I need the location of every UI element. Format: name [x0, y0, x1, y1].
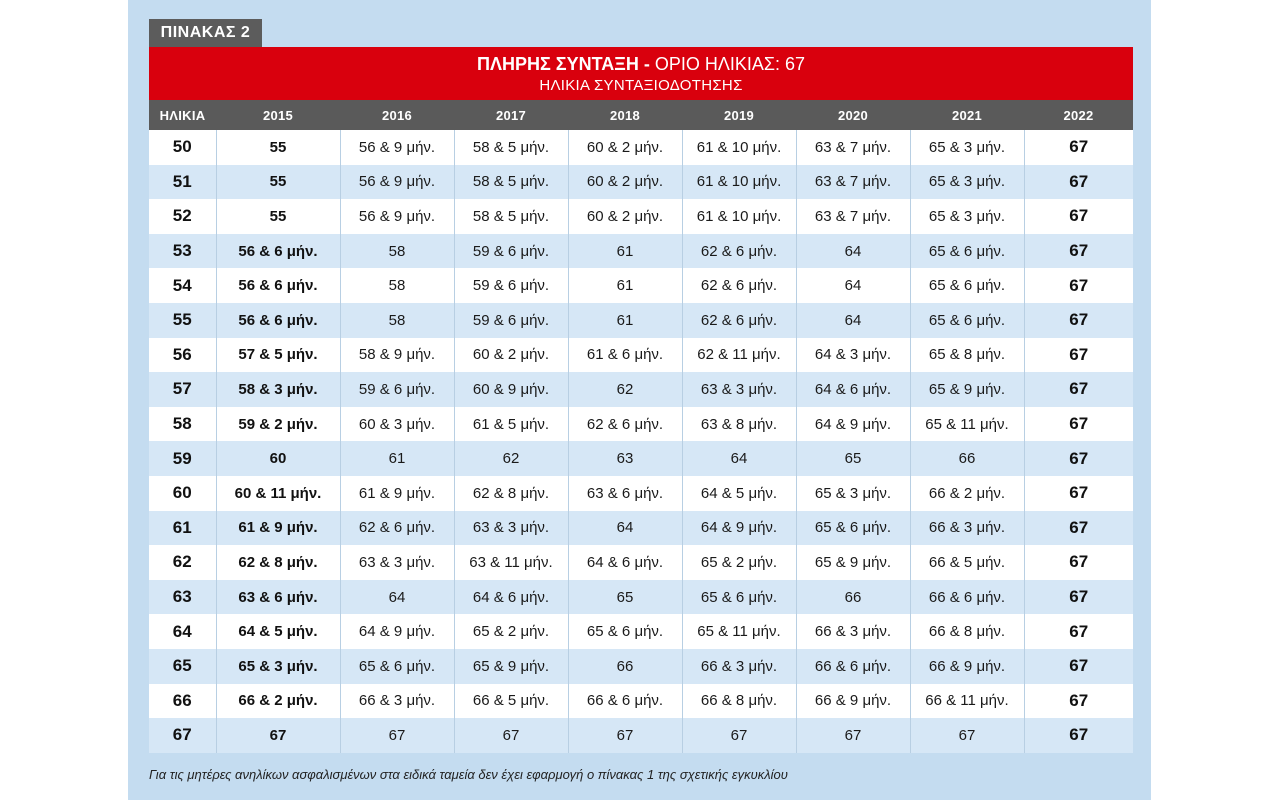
retirement-age-cell: 59 & 2 μήν. — [216, 407, 340, 442]
retirement-age-cell: 58 & 5 μήν. — [454, 165, 568, 200]
retirement-age-cell: 56 & 6 μήν. — [216, 268, 340, 303]
retirement-age-cell: 60 & 2 μήν. — [454, 338, 568, 373]
retirement-age-cell: 66 & 8 μήν. — [910, 614, 1024, 649]
retirement-age-cell: 60 & 9 μήν. — [454, 372, 568, 407]
retirement-age-cell: 64 — [796, 303, 910, 338]
retirement-age-cell: 67 — [1024, 684, 1133, 719]
column-header-age: ΗΛΙΚΙΑ — [149, 100, 216, 130]
retirement-age-cell: 62 & 8 μήν. — [216, 545, 340, 580]
retirement-age-cell: 59 & 6 μήν. — [454, 234, 568, 269]
retirement-age-cell: 58 & 5 μήν. — [454, 199, 568, 234]
retirement-age-cell: 60 & 2 μήν. — [568, 199, 682, 234]
retirement-age-cell: 61 & 9 μήν. — [216, 511, 340, 546]
retirement-age-cell: 62 — [454, 441, 568, 476]
retirement-age-cell: 55 — [216, 199, 340, 234]
age-cell: 59 — [149, 441, 216, 476]
table-row — [149, 545, 1133, 580]
retirement-age-cell: 63 & 6 μήν. — [568, 476, 682, 511]
retirement-age-cell: 56 & 6 μήν. — [216, 303, 340, 338]
retirement-age-cell: 62 — [568, 372, 682, 407]
retirement-age-cell: 62 & 6 μήν. — [340, 511, 454, 546]
retirement-age-cell: 62 & 6 μήν. — [682, 268, 796, 303]
retirement-age-cell: 66 — [910, 441, 1024, 476]
age-cell: 65 — [149, 649, 216, 684]
table-header-row — [149, 100, 1133, 130]
retirement-age-cell: 65 & 2 μήν. — [682, 545, 796, 580]
retirement-age-cell: 61 — [568, 268, 682, 303]
retirement-age-cell: 62 & 6 μήν. — [568, 407, 682, 442]
retirement-age-cell: 67 — [1024, 407, 1133, 442]
age-cell: 62 — [149, 545, 216, 580]
retirement-age-cell: 61 — [568, 303, 682, 338]
retirement-age-cell: 62 & 6 μήν. — [682, 234, 796, 269]
retirement-age-cell: 58 — [340, 303, 454, 338]
table-row — [149, 718, 1133, 753]
retirement-age-cell: 63 & 7 μήν. — [796, 199, 910, 234]
retirement-age-cell: 67 — [1024, 199, 1133, 234]
retirement-age-cell: 66 & 8 μήν. — [682, 684, 796, 719]
retirement-age-cell: 65 & 6 μήν. — [910, 268, 1024, 303]
retirement-age-cell: 67 — [1024, 234, 1133, 269]
table-row — [149, 303, 1133, 338]
retirement-age-cell: 62 & 6 μήν. — [682, 303, 796, 338]
retirement-age-cell: 65 — [568, 580, 682, 615]
retirement-age-cell: 61 & 10 μήν. — [682, 199, 796, 234]
retirement-age-cell: 61 & 5 μήν. — [454, 407, 568, 442]
table-row — [149, 476, 1133, 511]
retirement-age-cell: 67 — [1024, 130, 1133, 165]
retirement-age-cell: 65 & 8 μήν. — [910, 338, 1024, 373]
age-cell: 63 — [149, 580, 216, 615]
retirement-age-cell: 57 & 5 μήν. — [216, 338, 340, 373]
retirement-age-cell: 64 & 6 μήν. — [454, 580, 568, 615]
age-cell: 56 — [149, 338, 216, 373]
retirement-age-cell: 66 & 5 μήν. — [454, 684, 568, 719]
age-cell: 54 — [149, 268, 216, 303]
retirement-age-cell: 59 & 6 μήν. — [454, 268, 568, 303]
retirement-age-cell: 67 — [340, 718, 454, 753]
retirement-age-cell: 65 & 6 μήν. — [910, 303, 1024, 338]
retirement-age-cell: 55 — [216, 165, 340, 200]
retirement-age-cell: 67 — [682, 718, 796, 753]
retirement-age-cell: 64 — [796, 234, 910, 269]
retirement-age-cell: 67 — [1024, 303, 1133, 338]
retirement-age-cell: 66 & 2 μήν. — [216, 684, 340, 719]
retirement-age-cell: 60 & 3 μήν. — [340, 407, 454, 442]
retirement-age-cell: 62 & 8 μήν. — [454, 476, 568, 511]
retirement-age-cell: 66 — [568, 649, 682, 684]
retirement-age-cell: 63 & 3 μήν. — [454, 511, 568, 546]
retirement-age-cell: 65 & 3 μήν. — [910, 130, 1024, 165]
retirement-age-cell: 63 & 8 μήν. — [682, 407, 796, 442]
column-header-year: 2019 — [682, 100, 796, 130]
age-cell: 66 — [149, 684, 216, 719]
table-row — [149, 580, 1133, 615]
column-header-year: 2015 — [216, 100, 340, 130]
retirement-age-cell: 63 & 3 μήν. — [682, 372, 796, 407]
table-row — [149, 234, 1133, 269]
column-header-year: 2017 — [454, 100, 568, 130]
retirement-age-cell: 67 — [1024, 511, 1133, 546]
retirement-age-cell: 67 — [1024, 268, 1133, 303]
table-number-badge: ΠΙΝΑΚΑΣ 2 — [149, 19, 262, 47]
table-row — [149, 165, 1133, 200]
column-header-year: 2016 — [340, 100, 454, 130]
retirement-age-cell: 65 & 11 μήν. — [910, 407, 1024, 442]
retirement-age-cell: 63 & 6 μήν. — [216, 580, 340, 615]
table-title — [149, 53, 1133, 75]
retirement-age-cell: 67 — [1024, 441, 1133, 476]
retirement-age-cell: 64 & 5 μήν. — [682, 476, 796, 511]
retirement-age-cell: 64 & 6 μήν. — [568, 545, 682, 580]
age-cell: 50 — [149, 130, 216, 165]
retirement-age-cell: 64 & 6 μήν. — [796, 372, 910, 407]
retirement-age-cell: 64 — [682, 441, 796, 476]
age-cell: 53 — [149, 234, 216, 269]
retirement-age-cell: 60 — [216, 441, 340, 476]
retirement-age-cell: 58 — [340, 268, 454, 303]
retirement-age-cell: 60 & 2 μήν. — [568, 130, 682, 165]
age-cell: 52 — [149, 199, 216, 234]
retirement-age-cell: 64 & 9 μήν. — [682, 511, 796, 546]
retirement-age-cell: 66 & 6 μήν. — [796, 649, 910, 684]
retirement-age-cell: 65 & 6 μήν. — [682, 580, 796, 615]
retirement-age-cell: 60 & 11 μήν. — [216, 476, 340, 511]
retirement-age-cell: 63 — [568, 441, 682, 476]
retirement-age-cell: 66 & 3 μήν. — [682, 649, 796, 684]
retirement-age-cell: 58 & 5 μήν. — [454, 130, 568, 165]
table-row — [149, 199, 1133, 234]
retirement-age-cell: 58 & 3 μήν. — [216, 372, 340, 407]
retirement-age-cell: 61 & 10 μήν. — [682, 165, 796, 200]
retirement-age-cell: 63 & 7 μήν. — [796, 130, 910, 165]
retirement-age-cell: 63 & 7 μήν. — [796, 165, 910, 200]
age-cell: 61 — [149, 511, 216, 546]
retirement-age-cell: 61 & 6 μήν. — [568, 338, 682, 373]
retirement-age-cell: 67 — [454, 718, 568, 753]
retirement-age-cell: 67 — [1024, 580, 1133, 615]
age-cell: 67 — [149, 718, 216, 753]
retirement-age-cell: 65 & 3 μήν. — [910, 165, 1024, 200]
retirement-age-cell: 65 — [796, 441, 910, 476]
retirement-age-cell: 66 & 11 μήν. — [910, 684, 1024, 719]
retirement-age-cell: 62 & 11 μήν. — [682, 338, 796, 373]
age-cell: 57 — [149, 372, 216, 407]
retirement-age-cell: 66 & 6 μήν. — [568, 684, 682, 719]
table-row — [149, 614, 1133, 649]
table-title-banner — [149, 47, 1133, 100]
table-row — [149, 338, 1133, 373]
retirement-age-cell: 59 & 6 μήν. — [454, 303, 568, 338]
retirement-age-cell: 67 — [1024, 545, 1133, 580]
table-body — [149, 130, 1133, 753]
table-panel — [128, 0, 1151, 800]
retirement-age-cell: 67 — [1024, 476, 1133, 511]
retirement-age-cell: 64 — [340, 580, 454, 615]
footnote: Για τις μητέρες ανηλίκων ασφαλισμένων στα ειδικά ταμεία δεν έχει εφαρμογή ο πίνακας 1 της σχετικής εγκυκλίου — [149, 767, 788, 782]
retirement-age-cell: 61 — [568, 234, 682, 269]
retirement-age-cell: 67 — [1024, 165, 1133, 200]
retirement-age-cell: 65 & 6 μήν. — [340, 649, 454, 684]
retirement-age-cell: 65 & 9 μήν. — [796, 545, 910, 580]
retirement-age-cell: 65 & 3 μήν. — [910, 199, 1024, 234]
retirement-age-cell: 58 — [340, 234, 454, 269]
retirement-age-cell: 64 — [796, 268, 910, 303]
retirement-age-cell: 65 & 6 μήν. — [568, 614, 682, 649]
retirement-age-cell: 66 & 2 μήν. — [910, 476, 1024, 511]
table-row — [149, 268, 1133, 303]
retirement-age-cell: 63 & 3 μήν. — [340, 545, 454, 580]
retirement-age-cell: 66 & 9 μήν. — [910, 649, 1024, 684]
retirement-age-cell: 64 & 9 μήν. — [340, 614, 454, 649]
column-header-year: 2020 — [796, 100, 910, 130]
retirement-age-cell: 67 — [1024, 718, 1133, 753]
table-row — [149, 407, 1133, 442]
retirement-age-cell: 67 — [568, 718, 682, 753]
retirement-age-cell: 65 & 11 μήν. — [682, 614, 796, 649]
table-row — [149, 511, 1133, 546]
column-header-year: 2018 — [568, 100, 682, 130]
column-header-year: 2022 — [1024, 100, 1133, 130]
retirement-age-cell: 61 & 9 μήν. — [340, 476, 454, 511]
table-row — [149, 684, 1133, 719]
retirement-age-cell: 66 & 9 μήν. — [796, 684, 910, 719]
retirement-age-cell: 65 & 2 μήν. — [454, 614, 568, 649]
retirement-age-cell: 67 — [910, 718, 1024, 753]
table-row — [149, 649, 1133, 684]
retirement-age-cell: 65 & 6 μήν. — [910, 234, 1024, 269]
retirement-age-cell: 64 & 5 μήν. — [216, 614, 340, 649]
table-title-bold: ΠΛΗΡΗΣ ΣΥΝΤΑΞΗ - — [476, 54, 655, 74]
retirement-age-cell: 56 & 9 μήν. — [340, 199, 454, 234]
retirement-age-cell: 63 & 11 μήν. — [454, 545, 568, 580]
retirement-age-cell: 65 & 3 μήν. — [216, 649, 340, 684]
retirement-age-cell: 66 & 6 μήν. — [910, 580, 1024, 615]
retirement-age-cell: 67 — [1024, 338, 1133, 373]
table-title-rest: ΟΡΙΟ ΗΛΙΚΙΑΣ: 67 — [654, 54, 806, 74]
retirement-age-cell: 60 & 2 μήν. — [568, 165, 682, 200]
column-header-year: 2021 — [910, 100, 1024, 130]
retirement-age-cell: 66 — [796, 580, 910, 615]
retirement-age-cell: 67 — [796, 718, 910, 753]
retirement-age-cell: 66 & 3 μήν. — [340, 684, 454, 719]
retirement-age-cell: 65 & 9 μήν. — [910, 372, 1024, 407]
age-cell: 55 — [149, 303, 216, 338]
table-row — [149, 130, 1133, 165]
age-cell: 60 — [149, 476, 216, 511]
retirement-age-cell: 66 & 5 μήν. — [910, 545, 1024, 580]
age-cell: 51 — [149, 165, 216, 200]
table-row — [149, 372, 1133, 407]
retirement-age-cell: 64 & 3 μήν. — [796, 338, 910, 373]
retirement-age-cell: 56 & 9 μήν. — [340, 130, 454, 165]
retirement-age-cell: 67 — [1024, 649, 1133, 684]
retirement-age-cell: 55 — [216, 130, 340, 165]
retirement-age-cell: 61 — [340, 441, 454, 476]
retirement-age-table — [149, 100, 1133, 753]
retirement-age-cell: 58 & 9 μήν. — [340, 338, 454, 373]
retirement-age-cell: 67 — [216, 718, 340, 753]
retirement-age-cell: 64 & 9 μήν. — [796, 407, 910, 442]
retirement-age-cell: 67 — [1024, 372, 1133, 407]
table-subtitle: ΗΛΙΚΙΑ ΣΥΝΤΑΞΙΟΔΟΤΗΣΗΣ — [539, 77, 743, 94]
age-cell: 64 — [149, 614, 216, 649]
retirement-age-cell: 66 & 3 μήν. — [910, 511, 1024, 546]
retirement-age-cell: 56 & 9 μήν. — [340, 165, 454, 200]
retirement-age-cell: 66 & 3 μήν. — [796, 614, 910, 649]
retirement-age-cell: 61 & 10 μήν. — [682, 130, 796, 165]
table-row — [149, 441, 1133, 476]
retirement-age-cell: 67 — [1024, 614, 1133, 649]
retirement-age-cell: 56 & 6 μήν. — [216, 234, 340, 269]
retirement-age-cell: 65 & 6 μήν. — [796, 511, 910, 546]
age-cell: 58 — [149, 407, 216, 442]
retirement-age-cell: 65 & 9 μήν. — [454, 649, 568, 684]
retirement-age-cell: 59 & 6 μήν. — [340, 372, 454, 407]
retirement-age-cell: 65 & 3 μήν. — [796, 476, 910, 511]
retirement-age-cell: 64 — [568, 511, 682, 546]
